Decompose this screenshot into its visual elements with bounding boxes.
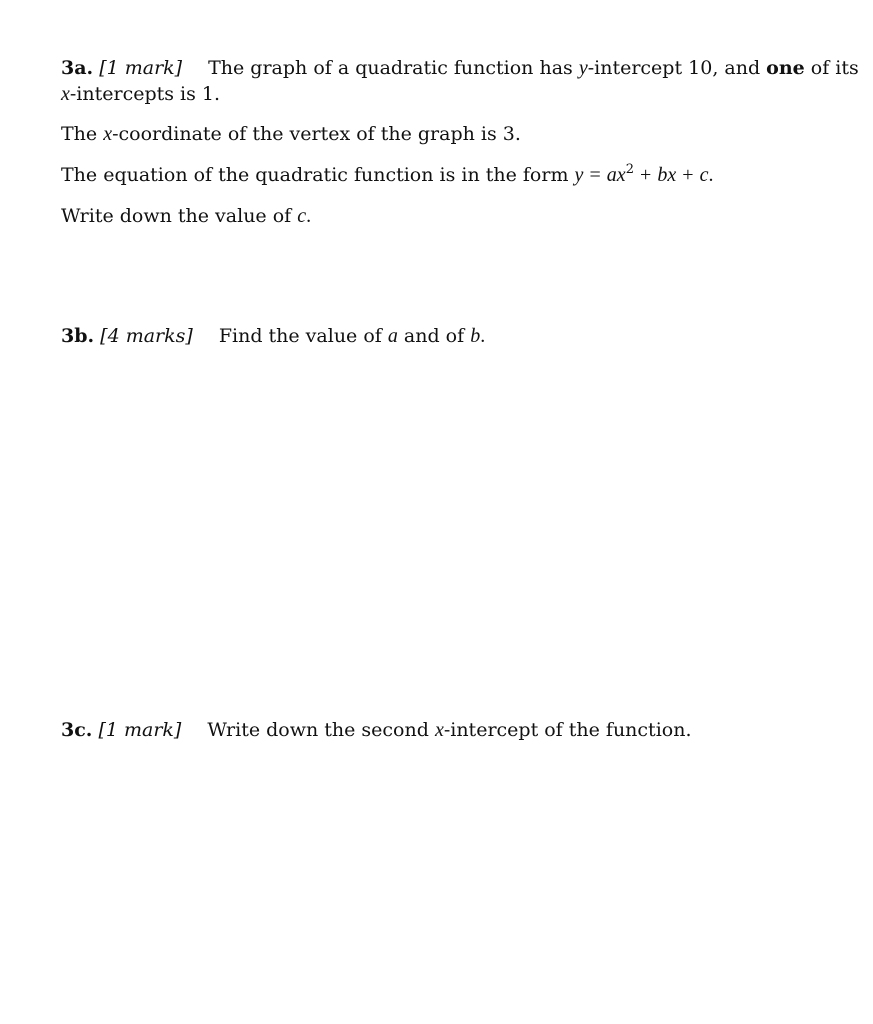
eq-bx: bx	[657, 164, 677, 186]
eq-plus: +	[682, 164, 694, 186]
var-a: a	[387, 325, 398, 347]
q3b-text-2: and of	[403, 325, 465, 347]
question-3b	[61, 324, 485, 348]
var-b: b	[470, 325, 481, 347]
q3a-text-5: The	[61, 123, 98, 145]
period: .	[306, 205, 312, 227]
q3a-text-2: -intercept 10, and	[587, 57, 761, 79]
var-x: x	[61, 83, 70, 105]
marks-3c: [1 mark]	[98, 719, 182, 741]
var-x: x	[103, 123, 113, 145]
marks-3b: [4 marks]	[100, 325, 193, 347]
question-number-3b: 3b.	[61, 325, 95, 347]
quadratic-equation	[575, 164, 714, 186]
period: .	[480, 325, 486, 347]
question-number-3c: 3c.	[61, 719, 93, 741]
eq-ax: ax	[606, 164, 626, 186]
var-y: y	[578, 57, 588, 79]
q3a-text-4: -intercepts is 1.	[69, 83, 221, 105]
q3c-text-1: Write down the second	[207, 719, 429, 741]
q3a-text-7: The equation of the quadratic function is in the form	[61, 164, 569, 186]
q3a-text-3: of its	[810, 57, 859, 79]
q3a-text-8: Write down the value of	[61, 205, 292, 227]
eq-equals: =	[589, 164, 601, 186]
question-number-3a: 3a.	[61, 57, 94, 79]
eq-c: c	[699, 164, 709, 186]
question-3a-prompt	[61, 204, 311, 228]
var-c: c	[297, 205, 307, 227]
question-3a-line-2	[61, 82, 220, 106]
q3b-text-1: Find the value of	[218, 325, 382, 347]
q3a-text-6: -coordinate of the vertex of the graph is 3.	[112, 123, 521, 145]
q3c-text-2: -intercept of the function.	[443, 719, 692, 741]
q3a-text-1: The graph of a quadratic function has	[208, 57, 573, 79]
marks-3a: [1 mark]	[99, 57, 183, 79]
question-3a-equation-sentence	[61, 163, 714, 187]
eq-plus: +	[640, 164, 652, 186]
var-x: x	[434, 719, 444, 741]
eq-period: .	[708, 164, 714, 186]
question-3a-vertex-sentence	[61, 122, 521, 146]
q3a-bold-one: one	[766, 57, 805, 79]
question-3c	[61, 718, 692, 742]
eq-exponent: 2	[625, 162, 634, 177]
question-3a-line-1	[61, 56, 859, 80]
eq-y: y	[574, 164, 584, 186]
